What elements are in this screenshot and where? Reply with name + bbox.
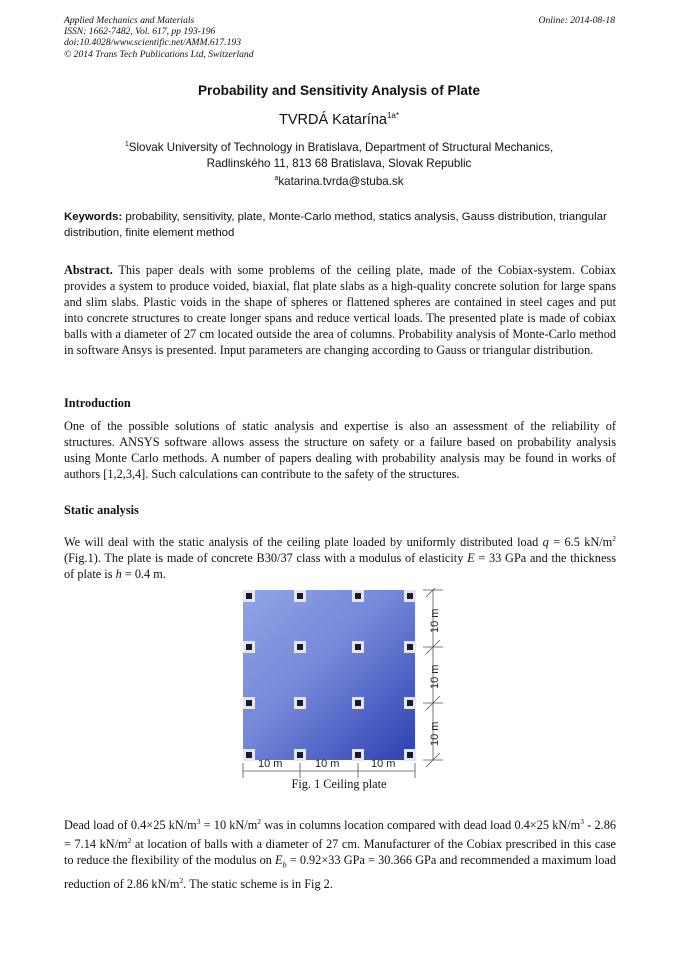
author-marks: 1a* <box>386 111 399 120</box>
author-line <box>0 111 678 128</box>
column <box>407 752 413 758</box>
column <box>407 593 413 599</box>
column <box>407 644 413 650</box>
keywords <box>64 209 616 241</box>
column <box>355 752 361 758</box>
affiliation-line-2: Radlinského 11, 813 68 Bratislava, Slovak Republic <box>206 157 472 170</box>
ceiling-plate-figure <box>238 588 454 778</box>
column <box>355 700 361 706</box>
column <box>407 700 413 706</box>
author-name: TVRDÁ Katarína <box>278 112 387 128</box>
introduction-heading: Introduction <box>64 396 131 410</box>
column <box>246 593 252 599</box>
column <box>297 752 303 758</box>
affiliation <box>0 137 678 172</box>
affiliation-line-1: Slovak University of Technology in Bratislava, Department of Structural Mechanics, <box>128 141 554 154</box>
affiliation-mark: 1 <box>124 141 129 148</box>
column <box>297 700 303 706</box>
static-analysis-heading: Static analysis <box>64 503 139 517</box>
dimension-label-h2: 10 m <box>315 758 340 770</box>
column <box>297 644 303 650</box>
journal-header <box>64 15 254 60</box>
journal-name: Applied Mechanics and Materials <box>64 15 195 26</box>
copyright: © 2014 Trans Tech Publications Ltd, Switzerland <box>64 48 254 60</box>
static-analysis-paragraph-2: Dead load of 0.4×25 $kN/m^3 = 10$ $kN/m^2$ was in columns location compared with dead load 0.4×25 $kN/m^3 - 2.86 = 7.14$ $kN/m^2$ at location of balls with a diameter of 27 cm. Manufacturer of the Cobiax prescribed in this case to reduce the flexibility of the modulus on $E_b = 0.92\times 33$ GPa = 30.366 GPa and recommended a maximum load reduction of 2.86 $kN/m^2$. The static scheme is in Fig 2. <box>64 817 616 892</box>
abstract-text: This paper deals with some problems of the ceiling plate, made of the Cobiax-system. Cobiax provides a system to produce voided, biaxial, flat plate slabs as a high-quality concrete solution for large spans and slim slabs. Plastic voids in the shape of spheres or flattened spheres are contained in steel cages and put into concrete structures to create longer spans and reduce vertical loads. The presented plate is made of cobiax balls with a diameter of 27 cm located outside the area of columns. Probability analysis of Monte-Carlo method in software Ansys is presented. Input parameters are changing according to Gauss or triangular distribution. <box>64 263 617 357</box>
dimension-label-v3: 10 m <box>429 721 441 746</box>
keywords-text: probability, sensitivity, plate, Monte-Carlo method, statics analysis, Gauss distribution, triangular distribution, finite element method <box>64 211 607 239</box>
abstract-label: Abstract. <box>64 263 113 277</box>
paper-title: Probability and Sensitivity Analysis of Plate <box>197 83 481 98</box>
column <box>246 700 252 706</box>
abstract <box>64 262 616 358</box>
dimension-label-h3: 10 m <box>371 758 396 770</box>
doi: doi:10.4028/www.scientific.net/AMM.617.193 <box>64 37 242 49</box>
online-date: Online: 2014-08-18 <box>538 15 615 26</box>
column <box>355 644 361 650</box>
email-line <box>0 175 678 188</box>
ceiling-plate <box>243 590 415 760</box>
issn: ISSN: 1662-7482, Vol. 617, pp 193-196 <box>64 26 216 38</box>
column <box>355 593 361 599</box>
column <box>246 644 252 650</box>
introduction-text: One of the possible solutions of static analysis and expertise is also an assessment of the reliability of structures. ANSYS software allows assess the structure on safety or a failure based on probability analysis using Monte Carlo methods. A number of papers dealing with probability analysis may be found in works of authors [1,2,3,4]. Such calculations can contribute to the safety of the structures. <box>64 419 616 481</box>
dimension-label-v2: 10 m <box>429 664 441 689</box>
column <box>246 752 252 758</box>
email-address[interactable]: katarina.tvrda@stuba.sk <box>278 175 404 188</box>
column <box>297 593 303 599</box>
dimension-label-h1: 10 m <box>258 758 283 770</box>
figure-caption: Fig. 1 Ceiling plate <box>291 777 387 791</box>
keywords-label: Keywords: <box>64 211 123 223</box>
dimension-label-v1: 10 m <box>429 608 441 633</box>
static-analysis-paragraph-1: We will deal with the static analysis of the ceiling plate loaded by uniformly distributed load q = 6.5 $kN/m^2$ (Fig.1). The plate is made of concrete B30/37 class with a modulus of elasticity E = 33 GPa and the thickness of plate is h = 0.4 m. <box>64 534 616 581</box>
email-mark: a <box>274 175 279 182</box>
